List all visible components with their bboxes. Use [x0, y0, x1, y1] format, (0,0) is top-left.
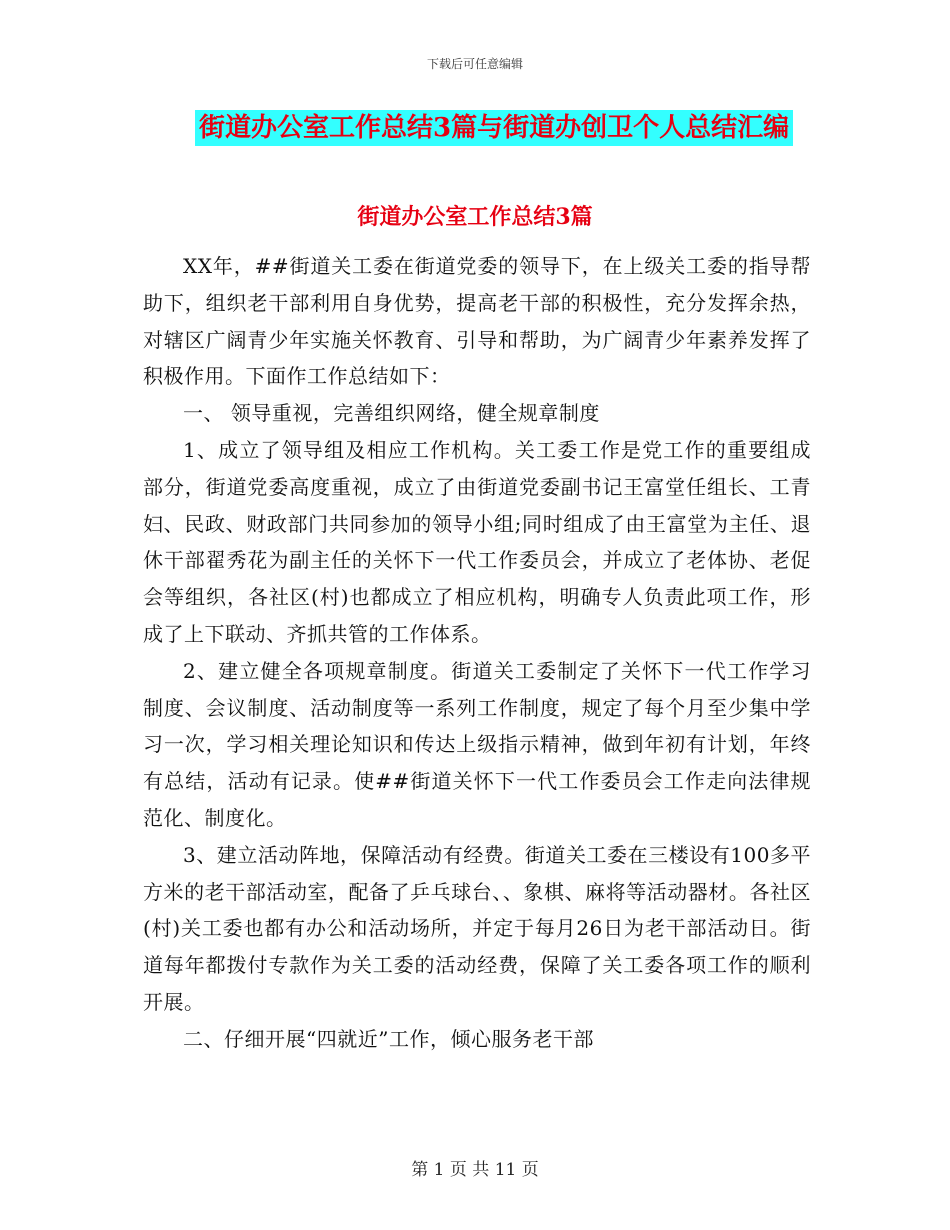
paragraph-item-1: 1、成立了领导组及相应工作机构。关工委工作是党工作的重要组成部分，街道党委高度重视，成立了由街道党委副书记王富堂任组长、工青妇、民政、财政部门共同参加的领导小组;同时组成了由王富堂为主任、退休干部翟秀花为副主任的关怀下一代工作委员会，并成立了老体协、老促会等组织，各社区(村)也都成立了相应机构，明确专人负责此项工作，形成了上下联动、齐抓共管的工作体系。 — [143, 437, 811, 646]
document-body — [143, 248, 811, 1058]
heading-section-2: 二、仔细开展“四就近”工作，倾心服务老干部 — [183, 1026, 594, 1051]
section-title: 街道办公室工作总结3篇 — [357, 204, 593, 230]
page-number: 第 1 页 共 11 页 — [411, 1160, 539, 1180]
document-main-title: 街道办公室工作总结3篇与街道办创卫个人总结汇编 — [195, 110, 793, 146]
header-note: 下载后可任意编辑 — [426, 57, 523, 71]
heading-section-1: 一、 领导重视，完善组织网络，健全规章制度 — [183, 401, 600, 426]
paragraph-intro: XX年，##街道关工委在街道党委的领导下，在上级关工委的指导帮助下，组织老干部利用自身优势，提高老干部的积极性，充分发挥余热，对辖区广阔青少年实施关怀教育、引导和帮助，为广阔青少年素养发挥了积极作用。下面作工作总结如下： — [143, 254, 811, 389]
paragraph-item-2: 2、建立健全各项规章制度。街道关工委制定了关怀下一代工作学习制度、会议制度、活动制度等一系列工作制度，规定了每个月至少集中学习一次，学习相关理论知识和传达上级指示精神，做到年初有计划，年终有总结，活动有记录。使##街道关怀下一代工作委员会工作走向法律规范化、制度化。 — [143, 658, 811, 830]
paragraph-item-3: 3、建立活动阵地，保障活动有经费。街道关工委在三楼设有100多平方米的老干部活动室，配备了乒乓球台、、象棋、麻将等活动器材。各社区(村)关工委也都有办公和活动场所，并定于每月26日为老干部活动日。街道每年都拨付专款作为关工委的活动经费，保障了关工委各项工作的顺利开展。 — [143, 842, 811, 1014]
